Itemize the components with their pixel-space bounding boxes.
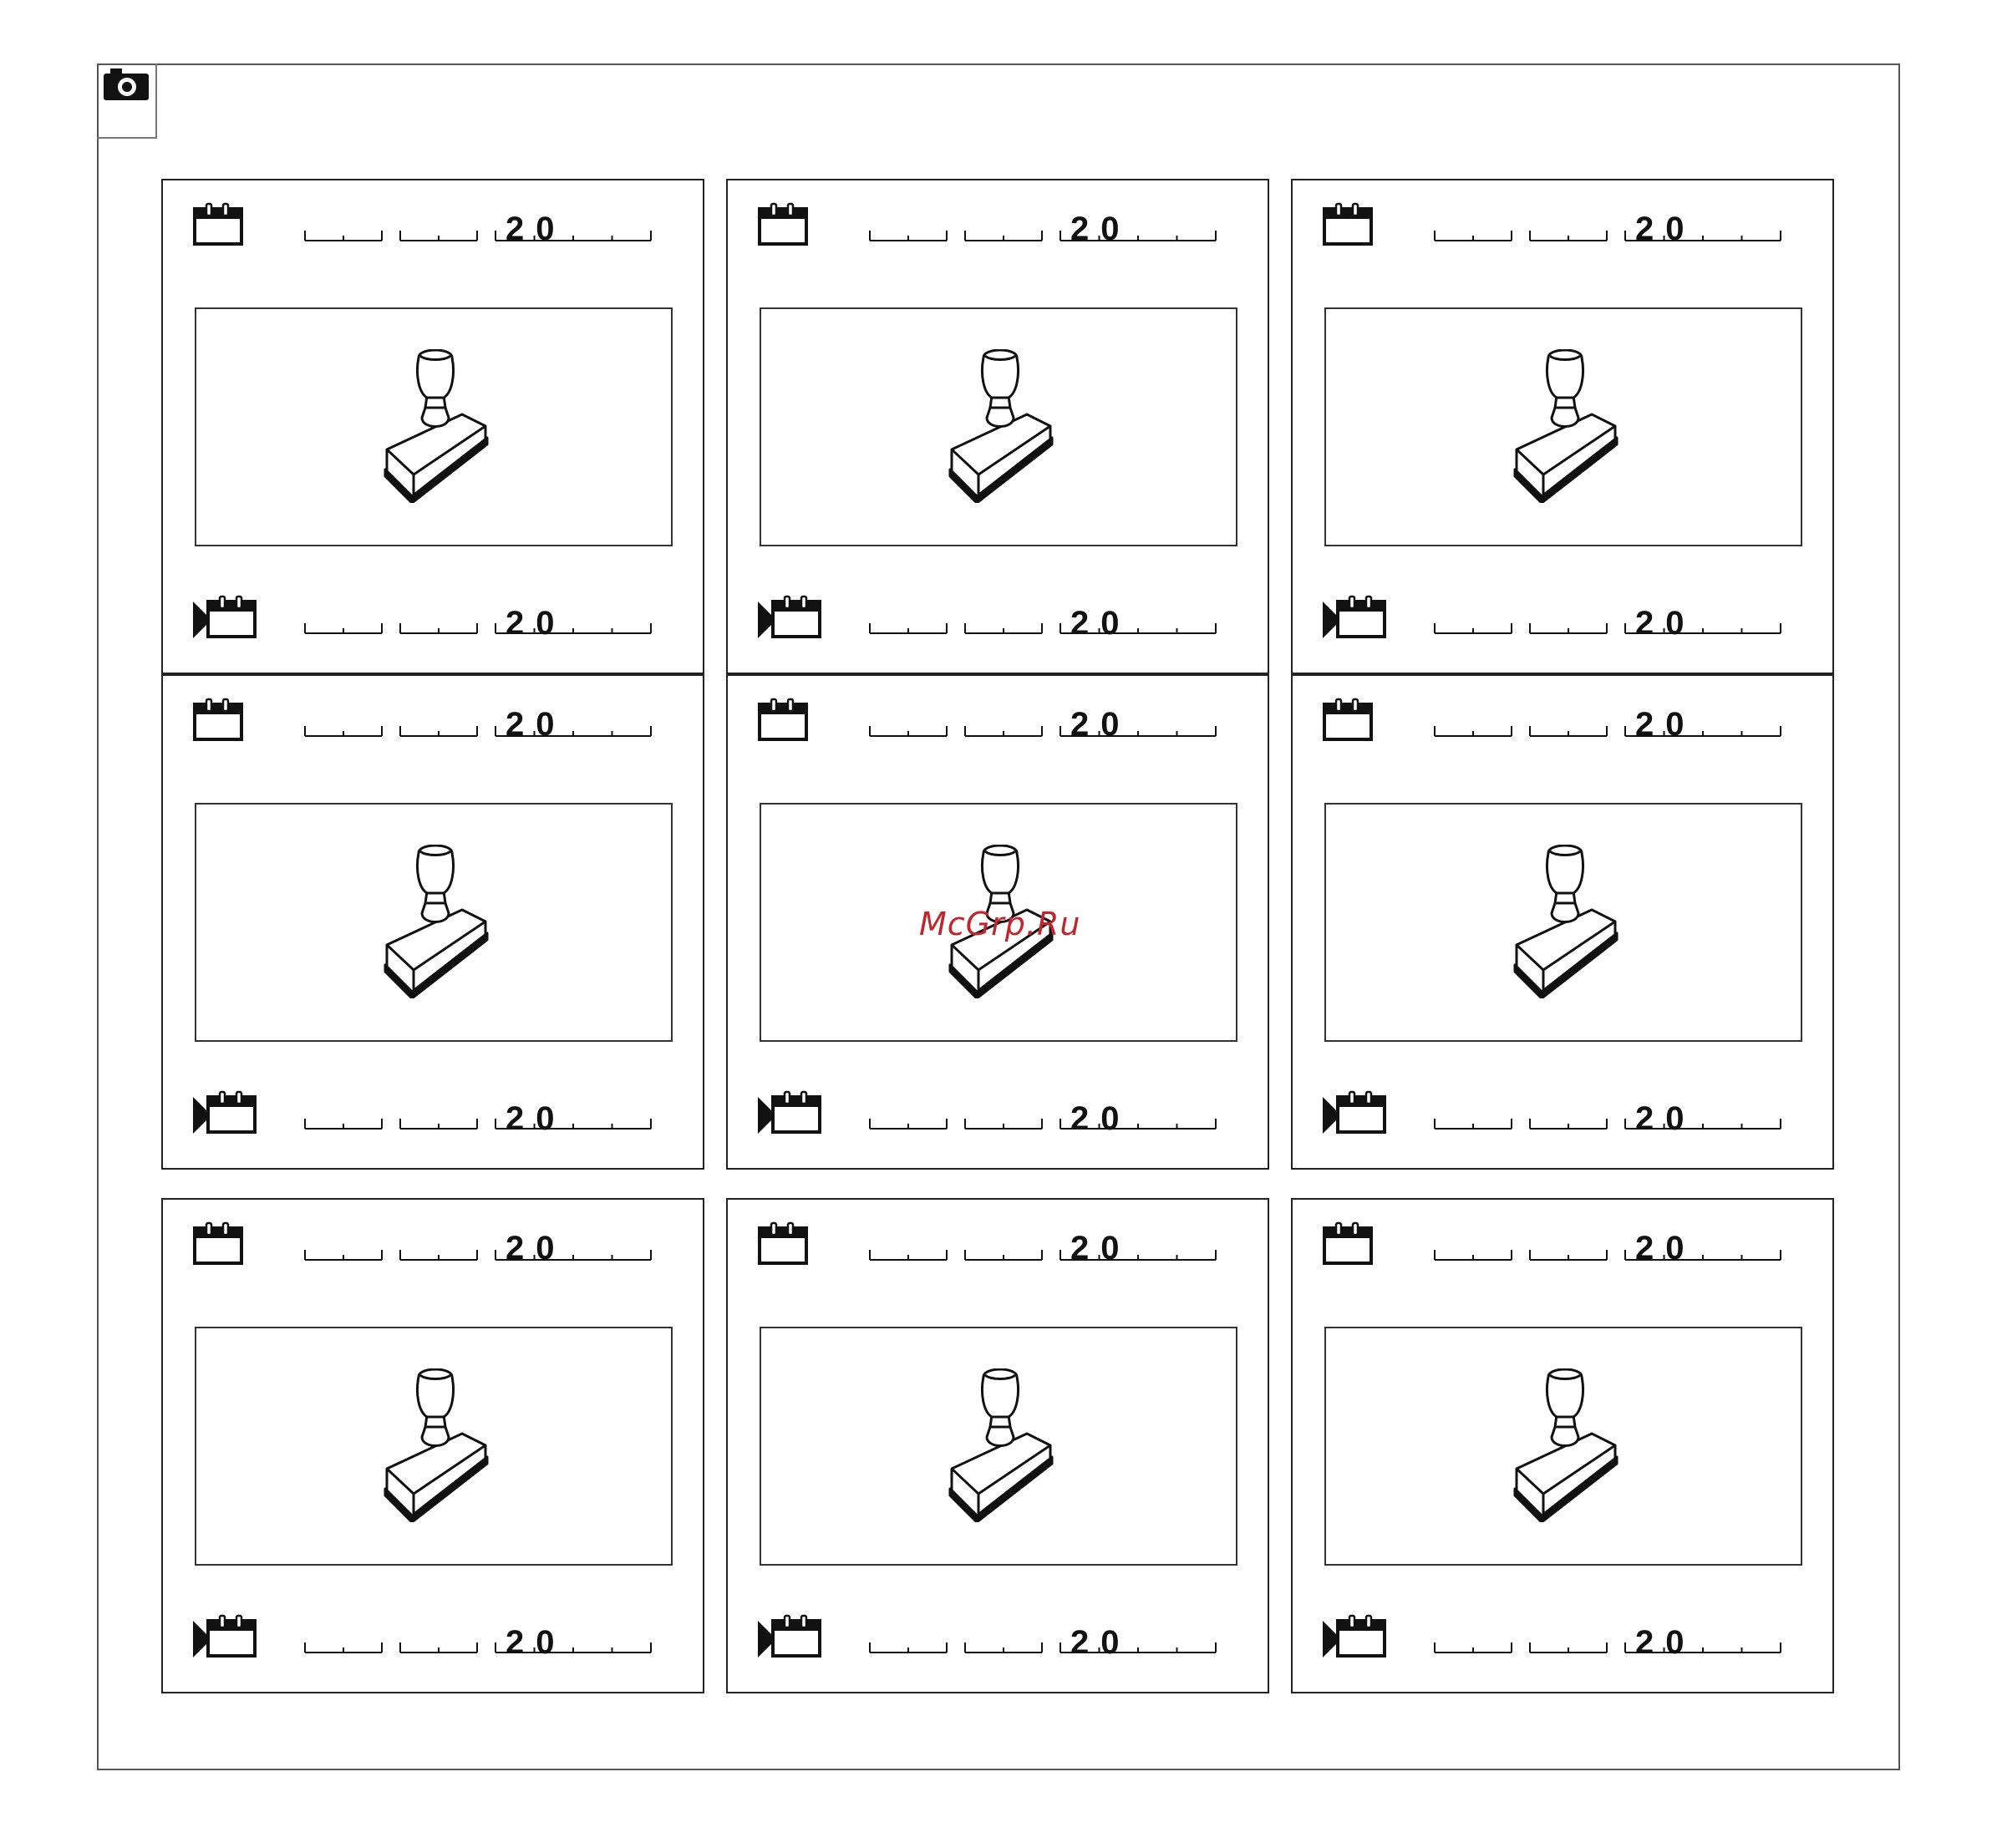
service-record-card	[161, 179, 704, 674]
date-entry-fields	[193, 595, 661, 642]
rubber-stamp-icon	[379, 845, 492, 998]
purchase-date-row	[193, 1221, 661, 1268]
rubber-stamp-icon	[1508, 349, 1622, 503]
purchase-date-row	[758, 1221, 1226, 1268]
rubber-stamp-icon	[379, 349, 492, 503]
date-entry-fields	[1323, 1090, 1791, 1137]
purchase-date-row	[1323, 1221, 1791, 1268]
rubber-stamp-icon	[943, 349, 1057, 503]
date-entry-fields	[193, 202, 661, 249]
year-prefix: 20	[506, 605, 567, 642]
purchase-date-row	[1323, 698, 1791, 744]
next-service-date-row	[758, 595, 1226, 642]
purchase-date-row	[758, 202, 1226, 249]
stamp-area	[195, 1327, 673, 1566]
service-record-card	[1291, 674, 1834, 1170]
next-service-date-row	[758, 1090, 1226, 1137]
service-record-card	[1291, 179, 1834, 674]
service-record-card	[161, 674, 704, 1170]
year-prefix: 20	[1635, 605, 1696, 642]
stamp-area	[195, 803, 673, 1042]
service-record-card	[1291, 1198, 1834, 1693]
year-prefix: 20	[506, 1624, 567, 1661]
year-prefix: 20	[1070, 605, 1131, 642]
date-entry-fields	[1323, 202, 1791, 249]
purchase-date-row	[193, 698, 661, 744]
date-entry-fields	[758, 698, 1226, 744]
date-entry-fields	[758, 1614, 1226, 1661]
purchase-date-row	[758, 698, 1226, 744]
year-prefix: 20	[1635, 1624, 1696, 1661]
date-entry-fields	[193, 1090, 661, 1137]
service-record-card	[726, 179, 1269, 674]
rubber-stamp-icon	[943, 1368, 1057, 1522]
rubber-stamp-icon	[1508, 845, 1622, 998]
date-entry-fields	[758, 202, 1226, 249]
next-service-date-row	[1323, 595, 1791, 642]
year-prefix: 20	[506, 211, 567, 247]
stamp-area	[760, 307, 1237, 546]
year-prefix: 20	[506, 1230, 567, 1267]
stamp-area	[195, 307, 673, 546]
stamp-area	[760, 1327, 1237, 1566]
date-entry-fields	[1323, 1221, 1791, 1268]
rubber-stamp-icon	[379, 1368, 492, 1522]
year-prefix: 20	[1070, 211, 1131, 247]
date-entry-fields	[758, 1090, 1226, 1137]
camera-icon	[102, 67, 150, 102]
next-service-date-row	[1323, 1614, 1791, 1661]
date-entry-fields	[1323, 595, 1791, 642]
year-prefix: 20	[506, 1100, 567, 1137]
service-record-card	[726, 1198, 1269, 1693]
purchase-date-row	[1323, 202, 1791, 249]
year-prefix: 20	[1070, 1100, 1131, 1137]
stamp-area	[1324, 1327, 1802, 1566]
service-record-card	[161, 1198, 704, 1693]
date-entry-fields	[1323, 1614, 1791, 1661]
stamp-area	[1324, 307, 1802, 546]
next-service-date-row	[193, 1090, 661, 1137]
next-service-date-row	[758, 1614, 1226, 1661]
next-service-date-row	[1323, 1090, 1791, 1137]
date-entry-fields	[193, 1614, 661, 1661]
date-entry-fields	[193, 1221, 661, 1268]
year-prefix: 20	[1635, 1230, 1696, 1267]
year-prefix: 20	[1070, 1230, 1131, 1267]
next-service-date-row	[193, 1614, 661, 1661]
date-entry-fields	[1323, 698, 1791, 744]
stamp-area	[1324, 803, 1802, 1042]
camera-icon-box	[97, 63, 157, 139]
year-prefix: 20	[1635, 211, 1696, 247]
year-prefix: 20	[1635, 1100, 1696, 1137]
year-prefix: 20	[1635, 706, 1696, 743]
watermark: McGrp.Ru	[919, 906, 1081, 942]
date-entry-fields	[758, 1221, 1226, 1268]
purchase-date-row	[193, 202, 661, 249]
date-entry-fields	[193, 698, 661, 744]
year-prefix: 20	[506, 706, 567, 743]
date-entry-fields	[758, 595, 1226, 642]
next-service-date-row	[193, 595, 661, 642]
year-prefix: 20	[1070, 1624, 1131, 1661]
service-record-grid	[161, 179, 1835, 1734]
year-prefix: 20	[1070, 706, 1131, 743]
rubber-stamp-icon	[1508, 1368, 1622, 1522]
